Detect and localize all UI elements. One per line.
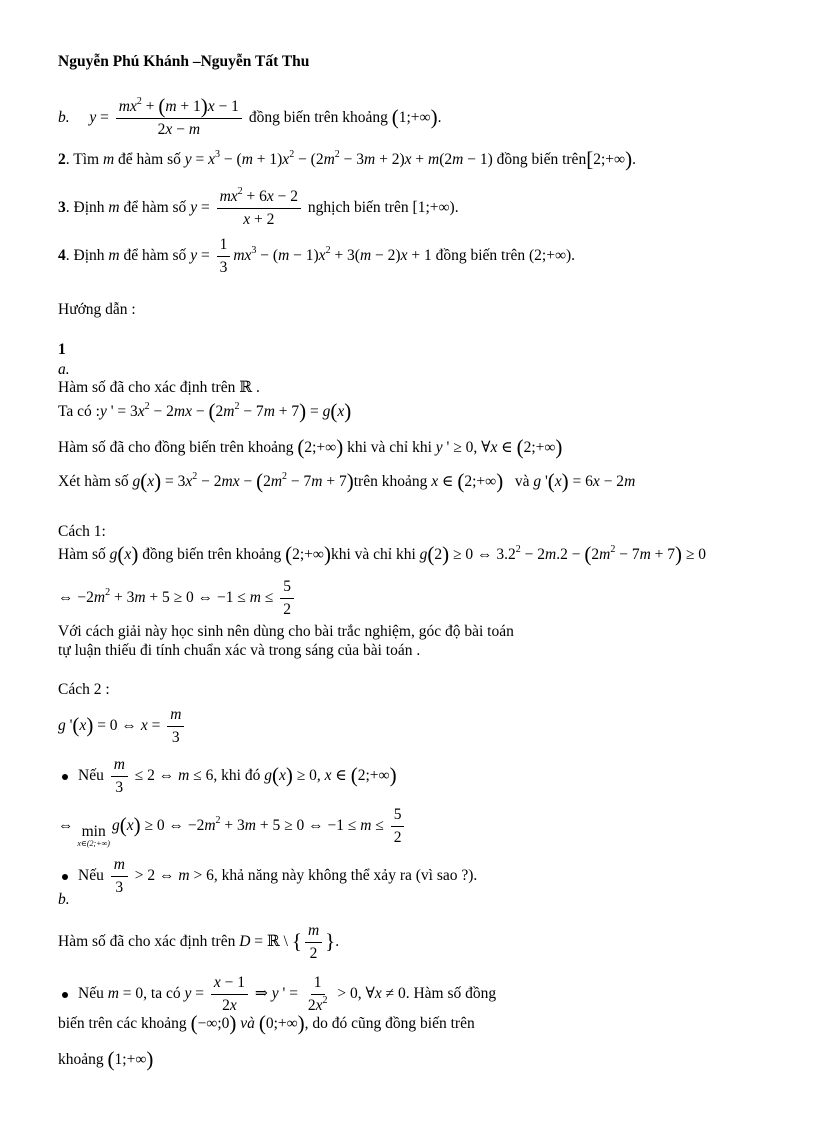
guide-m0-1: , ta có [143, 985, 181, 1003]
guide-c1-2: đồng biến trên khoảng [142, 546, 282, 563]
guide-m0-4: , do đó cũng đồng biến trên [304, 1015, 475, 1032]
problem-b-fraction: $\frac{mx^2 + (m + 1)x - 1}{2x - m}$ [116, 98, 242, 139]
problem-2: 2. Tìm m để hàm số $y = x^3 - (m + 1)x^2 - (2m^2 - 3m + 2)x + m(2m - 1)$ đồng biến trên[2;+∞). [58, 147, 636, 171]
guide-m0-2: . Hàm số đồng [405, 985, 497, 1003]
bullet-icon [62, 874, 68, 880]
problem-3-number: 3 [58, 199, 66, 217]
problem-2-mid: để hàm số [118, 151, 181, 168]
guide-case-2: Nếu $\frac{m}{3}$ > 2 ⇔ m > 6, khả năng này không thể xảy ra (vì sao ?). [58, 856, 477, 897]
problem-2-number: 2 [58, 151, 66, 168]
guide-cach-1-result: ⇔ $-2m^2 + 3m + 5 \ge 0$ ⇔ −1 ≤ m ≤ $\frac{5}{2}$ [58, 578, 297, 619]
guide-c1-1: Hàm số [58, 546, 106, 563]
guide-note-1: Với cách giải này học sinh nên dùng cho bài trắc nghiệm, góc độ bài toán [58, 623, 514, 640]
guide-m0-3: biến trên các khoảng [58, 1015, 187, 1032]
guide-domain-line: Hàm số đã cho xác định trên ℝ . [58, 379, 260, 396]
guide-section-1: 1 [58, 341, 66, 358]
problem-b-tail: đồng biến trên khoảng [248, 109, 388, 127]
guide-b-domain-text: Hàm số đã cho xác định trên [58, 933, 236, 951]
guide-part-b-domain: Hàm số đã cho xác định trên D = ℝ \ { $\frac{m}{2}$ }. [58, 922, 340, 962]
problem-4-number: 4 [58, 247, 66, 265]
problem-2-text: . Tìm [65, 151, 100, 168]
guide-cach-1-line: Hàm số g(x) đồng biến trên khoảng (2;+∞)khi và chỉ khi g(2) ≥ 0 ⇔ $3.2^2 - 2m.2 - (2m^2 - 7m + 7) \ge 0$ [58, 542, 707, 566]
page-header-authors: Nguyễn Phú Khánh –Nguyễn Tất Thu [58, 53, 310, 70]
guide-condition-line: Hàm số đã cho đồng biến trên khoảng (2;+∞) khi và chỉ khi y ' ≥ 0, ∀x ∈ (2;+∞) [58, 435, 563, 459]
guide-m0-line-2: biến trên các khoảng (−∞;0) và (0;+∞), do đó cũng đồng biến trên [58, 1011, 475, 1035]
problem-4-mid: để hàm số [123, 247, 187, 265]
guide-m0-5: khoảng [58, 1051, 104, 1068]
problem-3: 3. Định m để hàm số y = $\frac{mx^2 + 6x - 2}{x + 2}$ nghịch biến trên [1;+∞). [58, 186, 459, 228]
problem-2-tail: đồng biến trên [496, 151, 587, 168]
guide-cond-2: khi và chỉ khi [347, 439, 432, 456]
problem-3-text: . Định [65, 199, 105, 217]
guide-c1-3: khi và chỉ khi [330, 546, 416, 563]
guide-case-1: Nếu $\frac{m}{3}$ ≤ 2 ⇔ m ≤ 6, khi đó g(x) ≥ 0, x ∈ (2;+∞) [58, 756, 397, 797]
bullet-icon [62, 992, 68, 998]
guide-xet-line: Xét hàm số $g(x) = 3x^2 - 2mx - (2m^2 - 7m$ + 7)trên khoảng x ∈ (2;+∞) và g '(x) = 6x − 2m [58, 469, 636, 493]
guide-m0-va: và [240, 1015, 255, 1032]
guide-m0-line: Nếu m = 0, ta có y = $\frac{x - 1}{2x}$ ⇒ y ' = $\frac{1}{2x^2}$ > 0, ∀x ≠ 0. Hàm số đồng [58, 974, 496, 1015]
guide-cach-2-title: Cách 2 : [58, 681, 110, 698]
guide-case-1-neu: Nếu [78, 767, 104, 785]
guide-xet-1: Xét hàm số [58, 473, 129, 490]
guide-cach-2-root: g '(x) = 0 ⇔ x = $\frac{m}{3}$ [58, 706, 187, 747]
guide-domain-text: Hàm số đã cho xác định trên [58, 379, 236, 396]
guide-part-a-label: a. [58, 361, 70, 378]
guide-cond-1: Hàm số đã cho đồng biến trên khoảng [58, 439, 294, 456]
problem-4-tail: đồng biến trên [435, 247, 526, 265]
guide-note-2: tự luận thiếu đi tính chuẩn xác và trong sáng của bài toán . [58, 642, 421, 659]
problem-4-text: . Định [65, 247, 105, 265]
guide-derivative-line: Ta có :y ' = $3x^2 - 2mx - (2m^2 - 7m + 7) = g(x)$ [58, 399, 352, 423]
guide-case-1-result: ⇔ min x∈(2;+∞) g(x) ≥ 0 ⇔ $-2m^2 + 3m + 5 \ge 0$ ⇔ −1 ≤ m ≤ $\frac{5}{2}$ [58, 806, 407, 850]
problem-b: b. y = $\frac{mx^2 + (m + 1)x - 1}{2x - m}$ đồng biến trên khoảng (1;+∞). [58, 94, 442, 138]
guide-title: Hướng dẫn : [58, 301, 136, 318]
problem-3-mid: để hàm số [123, 199, 187, 217]
guide-case-1-khido: , khi đó [213, 767, 261, 785]
bullet-icon [62, 774, 68, 780]
guide-m0-neu: Nếu [78, 985, 104, 1003]
problem-4: 4. Định m để hàm số y = $\frac{1}{3}$ $mx^3 - (m - 1)x^2 + 3(m - 2)x + 1$ đồng biến trên (2;+∞). [58, 236, 576, 276]
guide-cach-1-title: Cách 1: [58, 523, 106, 540]
guide-taco: Ta có : [58, 403, 100, 420]
guide-part-b-label: b. [58, 891, 70, 908]
guide-m0-line-3: khoảng (1;+∞) [58, 1047, 154, 1071]
problem-3-tail: nghịch biến trên [307, 199, 409, 217]
guide-case-2-tail: , khả năng này không thể xảy ra (vì sao ?). [213, 867, 478, 885]
problem-b-label: b. [58, 109, 70, 127]
guide-xet-3: và [514, 473, 530, 490]
guide-xet-2: trên khoảng [353, 473, 428, 490]
guide-case-2-neu: Nếu [78, 867, 104, 885]
